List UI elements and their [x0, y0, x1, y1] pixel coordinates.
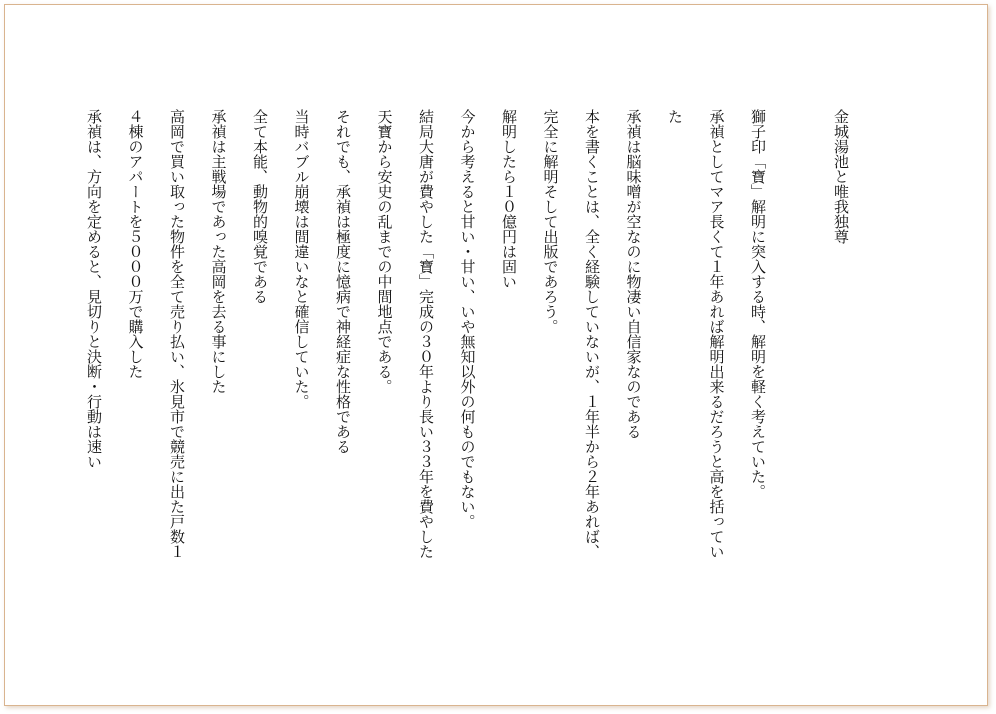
text-line: 天寶から安史の乱までの中間地点である。 [375, 109, 394, 394]
text-line: 承禎としてマア長くて１年あれば解明出来るだろうと高を括ってい [707, 109, 726, 559]
document-title: 金城湯池と唯我独尊 [832, 109, 850, 244]
text-line: 今から考えると甘い・甘い、いや無知以外の何ものでもない。 [458, 109, 477, 529]
vertical-text-body [73, 109, 862, 669]
text-line: 完全に解明そして出版であろう。 [541, 109, 560, 334]
text-line: 本を書くことは、全く経験していないが、１年半から２年あれば、 [583, 109, 601, 559]
blank-line [778, 109, 820, 669]
text-line: 結局大唐が費やした「寶」完成の３０年より長い３３年を費やした [417, 109, 435, 559]
text-line: ４棟のアパートを５０００万で購入した [126, 109, 145, 379]
text-line: 承禎は主戦場であった高岡を去る事にした [209, 109, 228, 394]
text-line: 解明したら１０億円は固い [500, 109, 518, 289]
text-line: 承禎は、方向を定めると、見切りと決断・行動は速い [85, 109, 103, 469]
text-line: た [666, 109, 684, 124]
text-line: それでも、承禎は極度に憶病で神経症な性格である [334, 109, 352, 454]
text-line: 承禎は脳味噌が空なのに物凄い自信家なのである [624, 109, 643, 439]
text-line: 全て本能、動物的嗅覚である [251, 109, 269, 304]
text-line: 獅子印「寶」解明に突入する時、解明を軽く考えていた。 [749, 109, 767, 499]
text-line: 高岡で買い取った物件を全て売り払い、氷見市で競売に出た戸数１ [168, 109, 186, 559]
text-line: 当時バブル崩壊は間違いなと確信していた。 [292, 109, 311, 409]
document-page [4, 4, 988, 706]
